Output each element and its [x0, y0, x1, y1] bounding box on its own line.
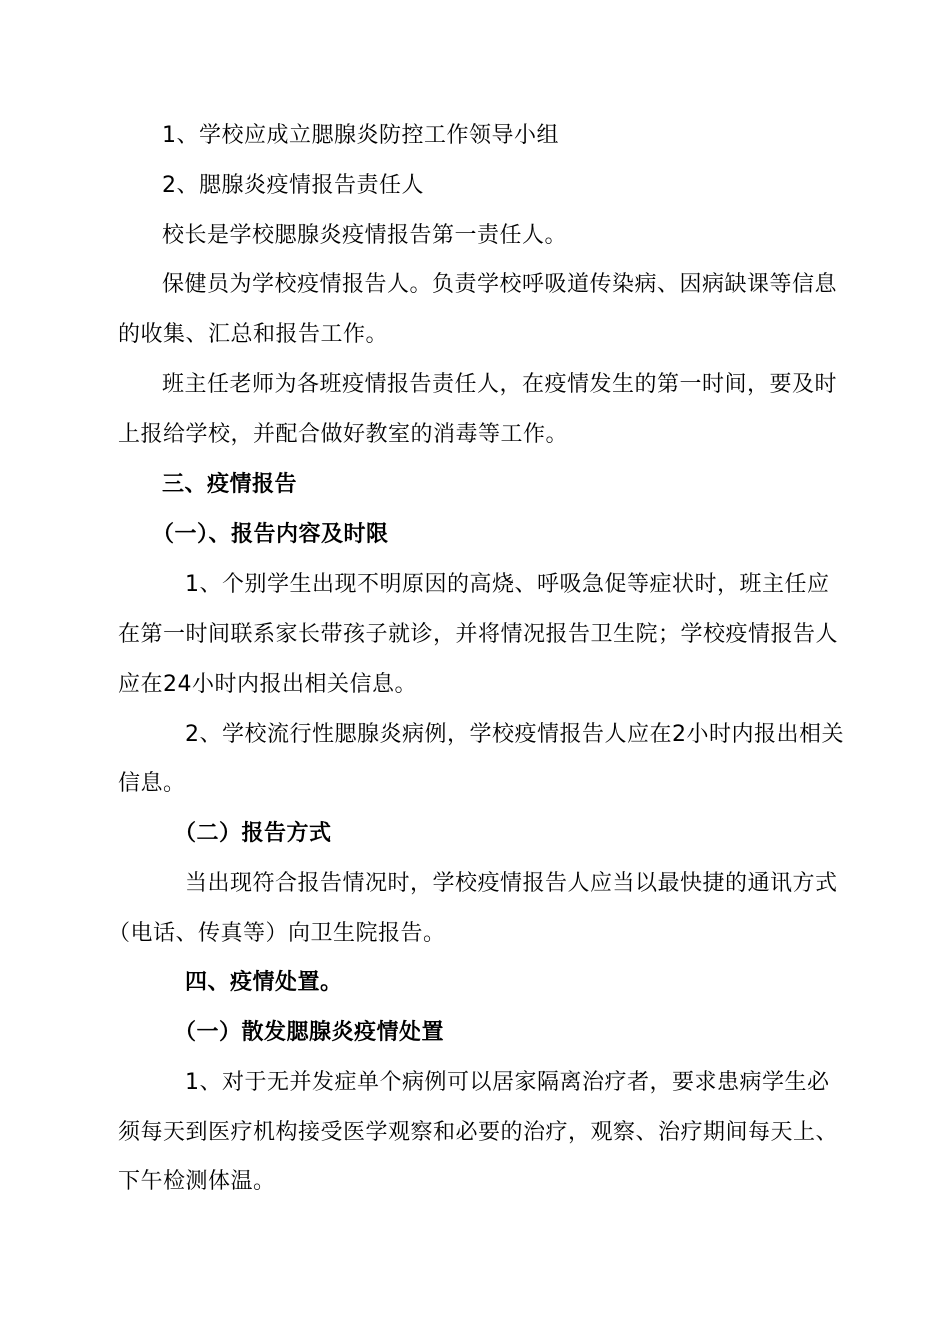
heading-section-3: 三、疫情报告 [162, 472, 298, 497]
paragraph-health-worker: 保健员为学校疫情报告人。负责学校呼吸道传染病、因病缺课等信息 [162, 272, 838, 297]
paragraph-handling-item-1: 1、对于无并发症单个病例可以居家隔离治疗者，要求患病学生必 [185, 1070, 830, 1095]
subheading-report-content: （一）、报告内容及时限 [152, 522, 389, 547]
paragraph-report-method: 当出现符合报告情况时，学校疫情报告人应当以最快捷的通讯方式 [185, 871, 838, 896]
paragraph-item-2: 2、学校流行性腮腺炎病例，学校疫情报告人应在2小时内报出相关 [185, 722, 844, 747]
paragraph-report-method-cont: （电话、传真等）向卫生院报告。 [108, 921, 446, 946]
paragraph-class-teacher: 班主任老师为各班疫情报告责任人，在疫情发生的第一时间，要及时 [162, 372, 838, 397]
paragraph-handling-item-1-cont-a: 须每天到医疗机构接受医学观察和必要的治疗，观察、治疗期间每天上、 [118, 1120, 839, 1145]
list-item-report-responsible: 2、腮腺炎疫情报告责任人 [162, 173, 424, 198]
subheading-report-method: （二）报告方式 [174, 821, 332, 846]
paragraph-handling-item-1-cont-b: 下午检测体温。 [118, 1169, 276, 1194]
list-item-leadership-group: 1、学校应成立腮腺炎防控工作领导小组 [162, 123, 559, 148]
paragraph-class-teacher-cont: 上报给学校，并配合做好教室的消毒等工作。 [118, 422, 569, 447]
subheading-sporadic-handling: （一）散发腮腺炎疫情处置 [174, 1020, 445, 1045]
paragraph-item-1-cont-b: 应在24小时内报出相关信息。 [118, 672, 417, 697]
heading-section-4: 四、疫情处置。 [185, 970, 343, 995]
paragraph-principal: 校长是学校腮腺炎疫情报告第一责任人。 [162, 223, 568, 248]
paragraph-health-worker-cont: 的收集、汇总和报告工作。 [118, 322, 389, 347]
paragraph-item-1: 1、个别学生出现不明原因的高烧、呼吸急促等症状时，班主任应 [185, 572, 830, 597]
paragraph-item-1-cont-a: 在第一时间联系家长带孩子就诊，并将情况报告卫生院；学校疫情报告人 [118, 622, 839, 647]
paragraph-item-2-cont: 信息。 [118, 771, 186, 796]
